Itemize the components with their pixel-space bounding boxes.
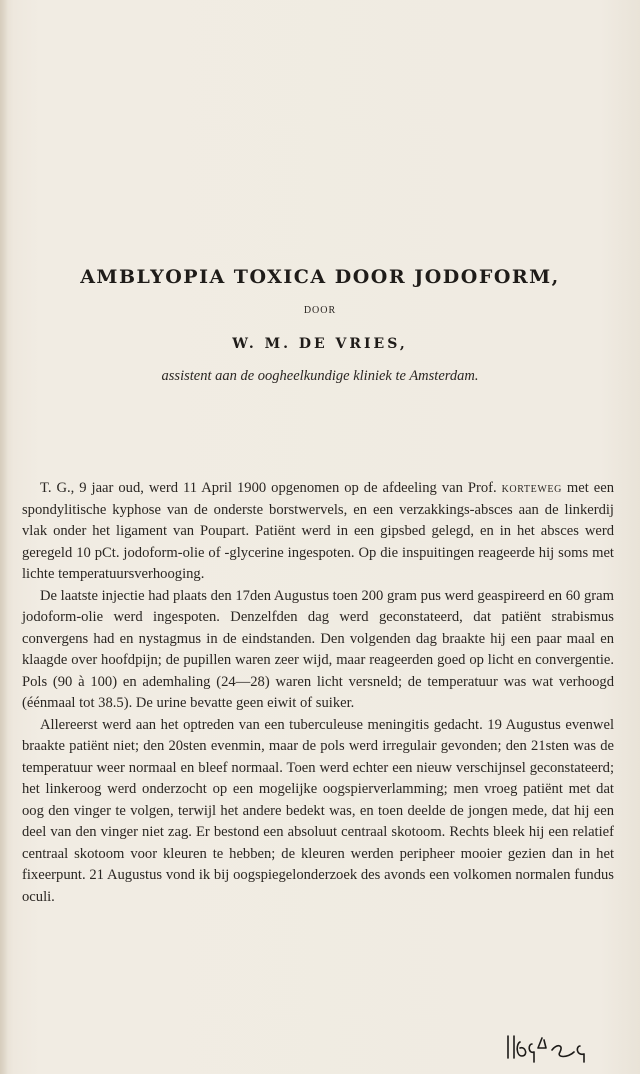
author-name: W. M. DE VRIES, xyxy=(232,336,408,352)
paragraph-1-start: T. G., 9 jaar oud, werd 11 April 1900 opgenomen op de afdeeling van Prof. xyxy=(40,480,502,496)
article-body xyxy=(22,478,614,908)
handwritten-signature xyxy=(504,1028,614,1064)
paragraph-3: Allereerst werd aan het optreden van een tuberculeuse meningitis gedacht. 19 Augustus evenwel braakte patiënt niet; den 20sten evenmin, maar de pols werd irregulair gevonden; den 21sten was de temperatuur weer normaal en bleef normaal. Toen werd echter een nieuw verschijnsel geconstateerd; het linkeroog werd onderzocht op een mogelijke oogspierverlamming; men vroeg patiënt met dat oog den vinger te volgen, terwijl het andere bedekt was, en toen deelde de jongen mede, dat hij een deel van den vinger niet zag. Er bestond een absoluut centraal skotoom. Rechts bleek hij een relatief centraal skotoom voor kleuren te hebben; de kleuren werden peripheer mooier gezien dan in het fixeerpunt. 21 Augustus vond ik bij oogspiegelonderzoek des avonds een volkomen normalen fundus oculi. xyxy=(22,716,614,905)
paragraph-1 xyxy=(22,478,614,586)
page-edge-shadow xyxy=(0,0,8,1074)
author-affiliation: assistent aan de oogheelkundige kliniek te Amsterdam. xyxy=(161,368,479,384)
paragraph-2: De laatste injectie had plaats den 17den Augustus toen 200 gram pus werd geaspireerd en 60 gram jodoform-olie werd ingespoten. Denzelfden dag werd geconstateerd, dat patiënt strabismus convergens had en nystagmus in de eindstanden. Den volgenden dag braakte hij een paar maal en klaagde over hoofdpijn; de pupillen waren zeer wijd, maar reageerden goed op licht en convergentie. Pols (90 à 100) en ademhaling (24—28) waren licht versneld; de temperatuur was wat verhoogd (éénmaal tot 38.5). De urine bevatte geen eiwit of suiker. xyxy=(22,587,614,711)
professor-name: korteweg xyxy=(501,480,562,496)
paragraph-1-rest: met een spondylitische kyphose van de onderste borstwervels, en een verzakkings-absces aan de linkerdij vlak onder het ligament van Poupart. Patiënt werd in een gipsbed gelegd, en in het absces werd geregeld 10 pCt. jodoform-olie of -glycerine ingespoten. Op die inspuitingen reageerde hij soms met lichte temperatuursverhooging. xyxy=(22,480,614,582)
byline-door: DOOR xyxy=(303,305,337,316)
article-title: AMBLYOPIA TOXICA DOOR JODOFORM, xyxy=(80,266,560,288)
